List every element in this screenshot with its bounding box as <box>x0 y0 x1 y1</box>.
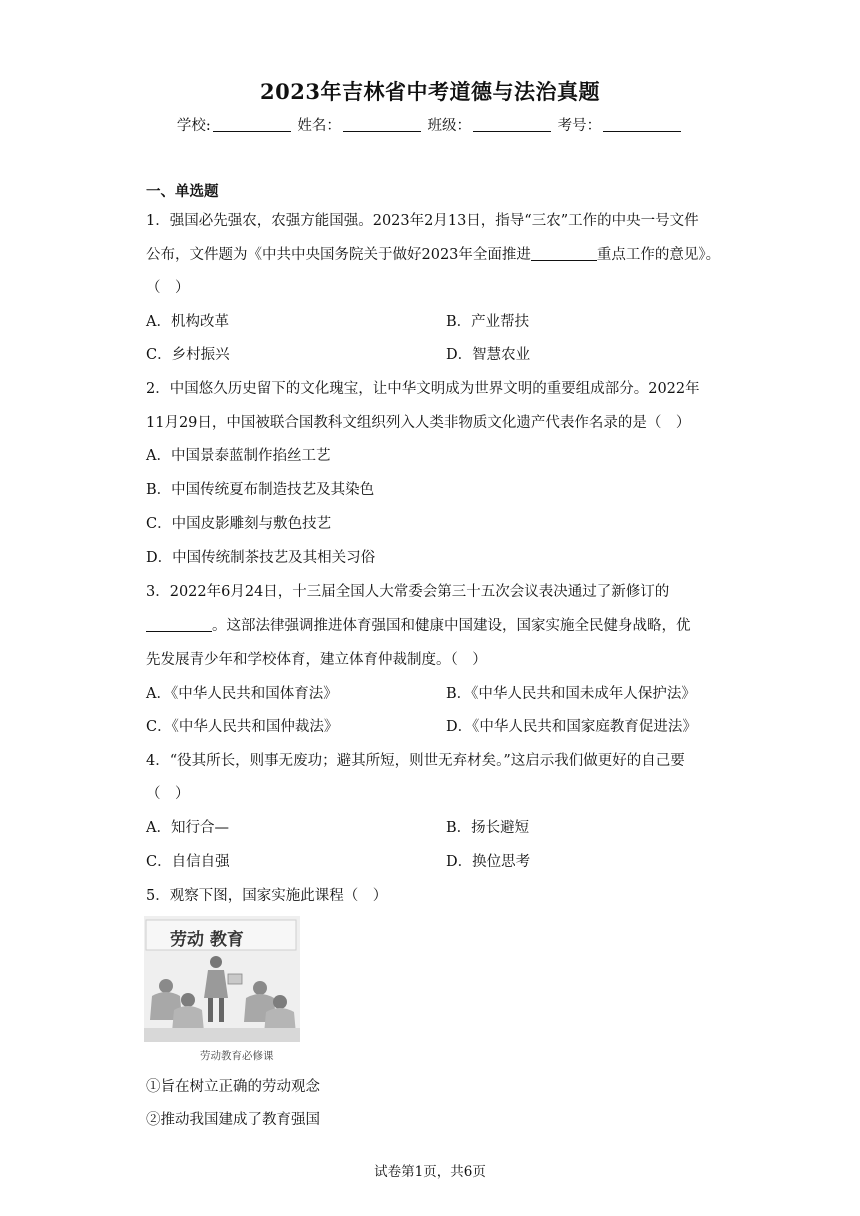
q3-option-c: C．《中华人民共和国仲裁法》 <box>146 719 339 735</box>
q2-option-a: A．中国景泰蓝制作掐丝工艺 <box>146 448 331 464</box>
q4-option-c: C．自信自强 <box>146 854 230 870</box>
q3-stem-line3: 先发展青少年和学校体育，建立体育仲裁制度。（ ） <box>146 652 487 668</box>
q5-statement-2: ②推动我国建成了教育强国 <box>146 1112 320 1128</box>
school-label: 学校: <box>176 118 211 134</box>
section-heading: 一、单选题 <box>146 183 219 200</box>
q3-answer-blank <box>146 617 212 632</box>
q4-option-b: B．扬长避短 <box>446 820 530 836</box>
school-blank <box>213 117 291 132</box>
q3-option-a: A．《中华人民共和国体育法》 <box>146 686 338 702</box>
q1-stem-line1: 1．强国必先强农，农强方能国强。2023年2月13日，指导“三农”工作的中央一号文件 <box>146 213 699 229</box>
q4-bracket: （ ） <box>146 786 190 802</box>
q4-option-d: D．换位思考 <box>446 854 531 870</box>
q2-stem-line2: 11月29日，中国被联合国教科文组织列入人类非物质文化遗产代表作名录的是（ ） <box>146 415 691 431</box>
page-footer: 试卷第1页，共6页 <box>374 1164 486 1180</box>
q5-statement-1: ①旨在树立正确的劳动观念 <box>146 1079 320 1095</box>
class-blank <box>473 117 551 132</box>
teacher-head-icon <box>210 956 222 968</box>
class-label: 班级： <box>427 118 471 134</box>
page-title: 2023年吉林省中考道德与法治真题 <box>260 79 600 104</box>
q2-option-d: D．中国传统制茶技艺及其相关习俗 <box>146 550 376 566</box>
student-info-row <box>0 114 860 135</box>
classroom-illustration <box>144 916 300 1064</box>
q3-stem-line2 <box>146 614 691 635</box>
q1-stem-line2-text: 公布，文件题为《中共中央国务院关于做好2023年全面推进 <box>146 247 531 263</box>
q3-stem-line1: 3．2022年6月24日，十三届全国人大常委会第三十五次会议表决通过了新修订的 <box>146 584 670 600</box>
q3-option-d: D．《中华人民共和国家庭教育促进法》 <box>446 719 697 735</box>
q1-option-d: D．智慧农业 <box>446 347 531 363</box>
q3-option-b: B．《中华人民共和国未成年人保护法》 <box>446 686 696 702</box>
q1-answer-blank <box>531 246 597 261</box>
figure-title: 劳动 教育 <box>170 930 244 950</box>
q1-option-a: A．机构改革 <box>146 314 229 330</box>
q1-stem-line2 <box>146 243 720 264</box>
q4-stem-line1: 4．“役其所长，则事无废功；避其所短，则世无弃材矣。”这启示我们做更好的自己要 <box>146 753 685 769</box>
q3-stem-line2-text: 。这部法律强调推进体育强国和健康中国建设，国家实施全民健身战略，优 <box>212 618 691 634</box>
q2-option-c: C．中国皮影雕刻与敷色技艺 <box>146 516 332 532</box>
q4-option-a: A．知行合— <box>146 820 229 836</box>
q1-option-b: B．产业帮扶 <box>446 314 530 330</box>
q5-stem: 5．观察下图，国家实施此课程（ ） <box>146 888 388 904</box>
teacher-body-icon <box>204 970 228 998</box>
name-label: 姓名： <box>297 118 341 134</box>
q2-option-b: B．中国传统夏布制造技艺及其染色 <box>146 482 375 498</box>
exam-no-blank <box>603 117 681 132</box>
q1-bracket: （ ） <box>146 280 190 296</box>
q1-option-c: C．乡村振兴 <box>146 347 230 363</box>
figure-caption: 劳动教育必修课 <box>200 1050 274 1062</box>
labor-education-figure <box>144 916 300 1064</box>
name-blank <box>343 117 421 132</box>
q2-stem-line1: 2．中国悠久历史留下的文化瑰宝，让中华文明成为世界文明的重要组成部分。2022年 <box>146 381 700 397</box>
exam-no-label: 考号： <box>557 118 602 134</box>
q1-stem-line2-tail: 重点工作的意见》。 <box>596 247 721 263</box>
